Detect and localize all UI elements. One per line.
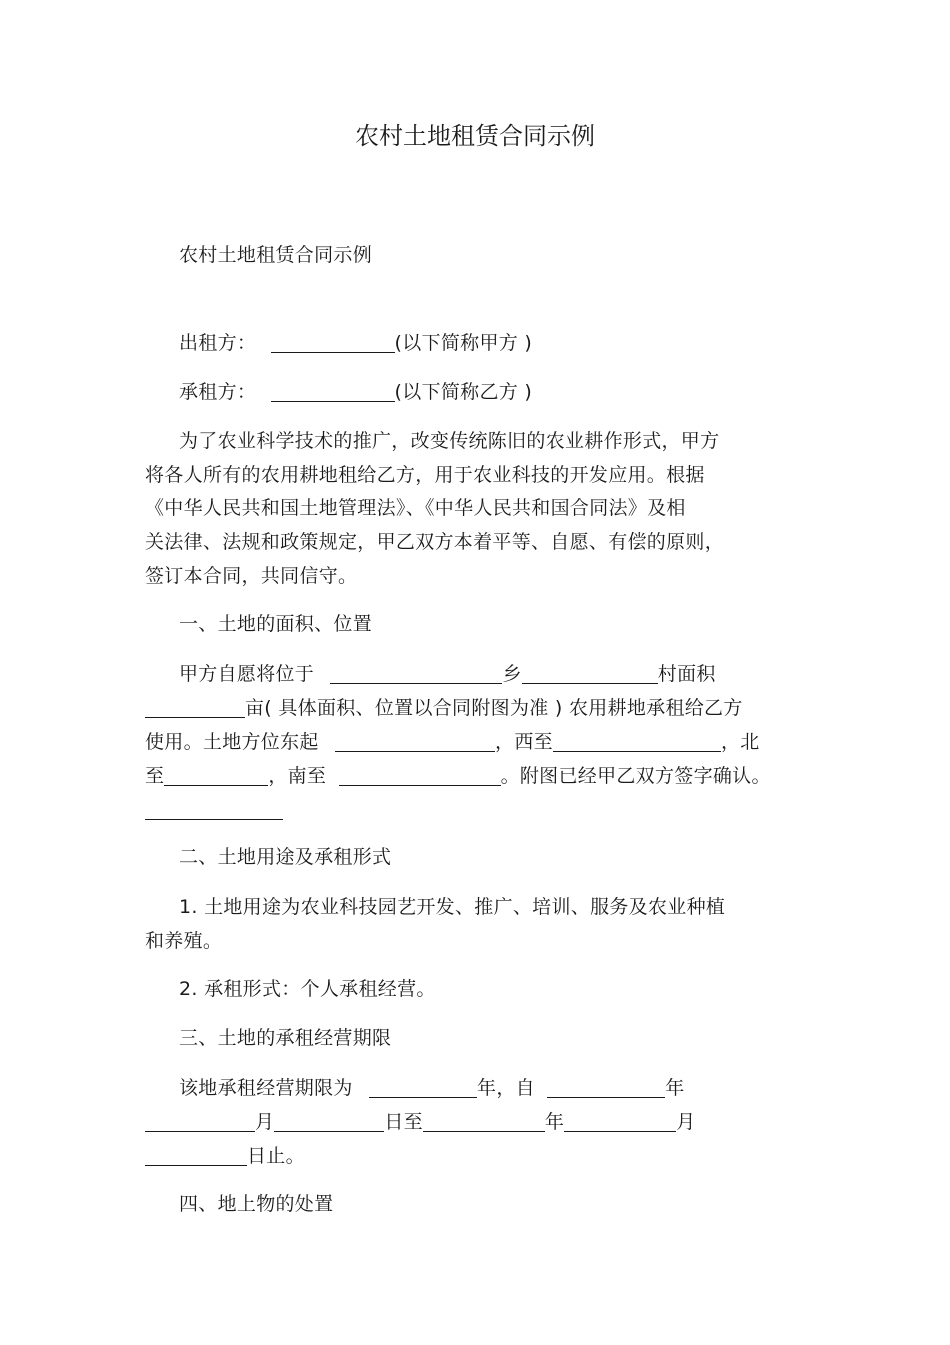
section2-item-1: 1. 土地用途为农业科技园艺开发、推广、培训、服务及农业种植 [179, 896, 726, 918]
section1-line-4 [145, 761, 771, 791]
text-fragment: 月 [676, 1111, 696, 1133]
section-heading: 二、土地用途及承租形式 [179, 846, 392, 868]
preamble-line: 《中华人民共和国土地管理法》、《中华人民共和国合同法》及相 [145, 497, 686, 519]
section1-line-3 [145, 727, 760, 757]
village-blank [330, 661, 502, 684]
lessor-blank [271, 330, 395, 353]
text-fragment: 乡 [502, 663, 522, 685]
area-blank [145, 695, 245, 718]
text-fragment: ，南至 [268, 765, 327, 787]
township-blank [522, 661, 658, 684]
end-month-blank [564, 1109, 676, 1132]
north-blank [164, 763, 268, 786]
start-month-blank [145, 1109, 255, 1132]
text-fragment: 年 [544, 1111, 565, 1133]
lessor-suffix: (以下简称甲方 ) [394, 332, 533, 354]
section3-line-3 [145, 1141, 305, 1171]
text-fragment: ，北 [720, 731, 760, 753]
text-fragment: 该地承租经营期限为 [179, 1077, 353, 1099]
preamble-line: 签订本合同，共同信守。 [145, 565, 358, 587]
lessor-line [179, 328, 532, 358]
west-blank [553, 729, 721, 752]
text-fragment: ，西至 [495, 731, 553, 753]
preamble-line: 关法律、法规和政策规定，甲乙双方本着平等、自愿、有偿的原则， [145, 531, 725, 553]
text-fragment: 。附图已经甲乙双方签字确认。 [500, 765, 771, 787]
section-heading: 四、地上物的处置 [179, 1193, 334, 1215]
lessee-line [179, 377, 532, 407]
text-fragment: 至 [145, 765, 165, 787]
document-title: 农村土地租赁合同示例 [355, 122, 595, 150]
section1-line-5 [145, 795, 283, 825]
section3-line-1 [179, 1073, 685, 1103]
section3-line-2 [145, 1107, 696, 1137]
end-day-blank [145, 1143, 247, 1166]
section2-item-1-cont: 和养殖。 [145, 930, 223, 952]
text-fragment: 年 [665, 1077, 685, 1099]
east-blank [335, 729, 495, 752]
lessor-label: 出租方： [179, 332, 257, 354]
lessee-label: 承租方： [179, 381, 257, 403]
text-fragment: 亩( 具体面积、位置以合同附图为准 ) 农用耕地承租给乙方 [245, 697, 743, 719]
signature-blank [145, 797, 283, 820]
document-subtitle: 农村土地租赁合同示例 [179, 244, 373, 266]
start-year-blank [547, 1075, 665, 1098]
end-year-blank [423, 1109, 545, 1132]
text-fragment: 日止。 [247, 1145, 305, 1167]
section1-line-2 [145, 693, 743, 723]
text-fragment: 日至 [384, 1111, 423, 1133]
section-heading: 三、土地的承租经营期限 [179, 1027, 392, 1049]
preamble-line: 将各人所有的农用耕地租给乙方，用于农业科技的开发应用。根据 [145, 464, 705, 486]
start-day-blank [274, 1109, 384, 1132]
text-fragment: 年，自 [477, 1077, 535, 1099]
text-fragment: 使用。土地方位东起 [145, 731, 319, 753]
section-heading: 一、土地的面积、位置 [179, 613, 373, 635]
lessee-suffix: (以下简称乙方 ) [394, 381, 533, 403]
section1-line-1 [179, 659, 716, 689]
south-blank [339, 763, 501, 786]
text-fragment: 村面积 [657, 663, 716, 685]
lessee-blank [271, 379, 395, 402]
term-years-blank [369, 1075, 477, 1098]
text-fragment: 月 [255, 1111, 275, 1133]
text-fragment: 甲方自愿将位于 [179, 663, 315, 685]
preamble-line: 为了农业科学技术的推广，改变传统陈旧的农业耕作形式，甲方 [179, 430, 720, 452]
section2-item-2: 2. 承租形式：个人承租经营。 [179, 978, 436, 1000]
